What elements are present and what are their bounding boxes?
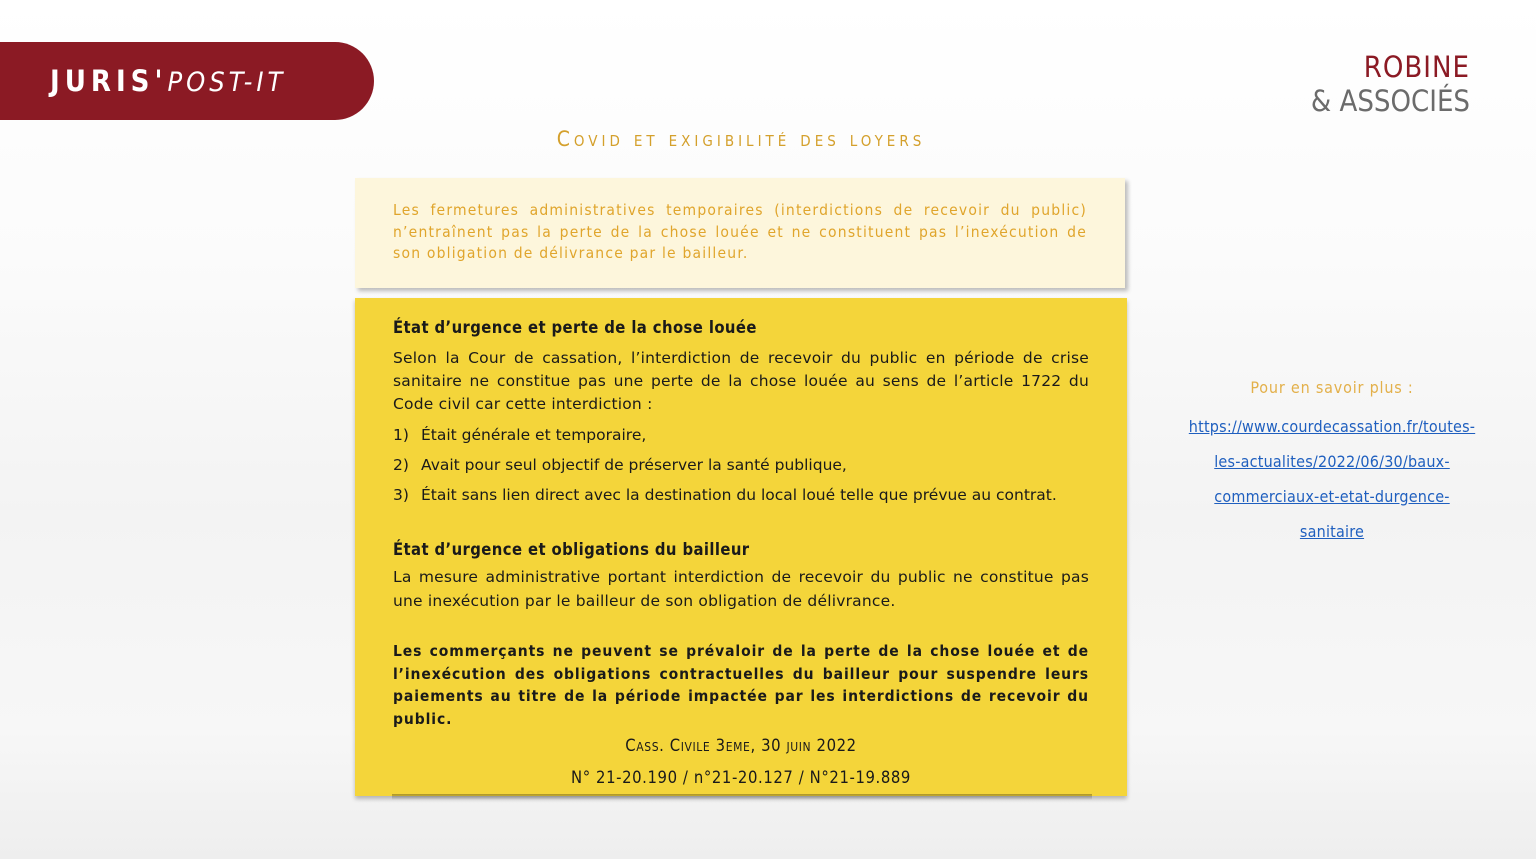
summary-box — [355, 178, 1125, 288]
main-card — [355, 298, 1127, 796]
source-link-line-3[interactable]: commerciaux-et-etat-durgence- — [1214, 487, 1450, 506]
banner-title-main: JURIS' — [50, 64, 168, 98]
citation-numbers: N° 21-20.190 / n°21-20.127 / N°21-19.889 — [571, 768, 911, 787]
summary-text: Les fermetures administratives temporaires (interdictions de recevoir du public) n’entraînent pas la perte de la chose louée et ne constituent pas l’inexécution de son obligation de délivrance par le bailleur. — [393, 201, 1087, 262]
section-1-paragraph: Selon la Cour de cassation, l’interdiction de recevoir du public en période de crise sanitaire ne constitue pas une perte de la chose louée au sens de l’article 1722 du Code civil car cette interdiction : — [393, 349, 1089, 413]
page-title: Covid et exigibilité des loyers — [556, 127, 926, 151]
list-item-text: Avait pour seul objectif de préserver la santé publique, — [421, 456, 847, 474]
banner-title-sub: POST-IT — [167, 67, 287, 98]
list-item-number: 1) — [393, 426, 409, 444]
learn-more-panel — [1178, 378, 1486, 549]
source-link-line-2[interactable]: les-actualites/2022/06/30/baux- — [1214, 452, 1450, 471]
list-item-number: 2) — [393, 456, 409, 474]
citation — [355, 730, 1127, 796]
banner-title — [50, 64, 286, 98]
criteria-list — [393, 420, 1089, 510]
section-2-paragraph: La mesure administrative portant interdiction de recevoir du public ne constitue pas une inexécution par le bailleur de son obligation de délivrance. — [393, 568, 1089, 610]
list-item — [393, 420, 1089, 450]
company-logo — [1311, 50, 1470, 118]
source-link-line-1[interactable]: https://www.courdecassation.fr/toutes- — [1188, 417, 1476, 436]
logo-line-1: ROBINE — [1363, 50, 1470, 84]
list-item — [393, 450, 1089, 480]
section-1-heading: État d’urgence et perte de la chose louée — [393, 318, 757, 337]
header-banner — [0, 42, 374, 120]
source-link-line-4[interactable]: sanitaire — [1299, 522, 1365, 541]
list-item — [393, 480, 1089, 510]
list-item-text: Était générale et temporaire, — [421, 426, 647, 444]
citation-court: Cass. Civile 3eme, 30 juin 2022 — [625, 736, 857, 755]
list-item-text: Était sans lien direct avec la destination du local loué telle que prévue au contrat. — [421, 486, 1057, 504]
learn-more-label: Pour en savoir plus : — [1250, 378, 1414, 397]
section-2-heading: État d’urgence et obligations du bailleur — [393, 540, 750, 559]
list-item-number: 3) — [393, 486, 409, 504]
card-shadow — [392, 794, 1092, 800]
logo-line-2: & ASSOCIÉS — [1310, 84, 1470, 118]
conclusion-text: Les commerçants ne peuvent se prévaloir de la perte de la chose louée et de l’inexécution des obligations contractuelles du bailleur pour suspendre leurs paiements au titre de la période impactée par les interdictions de recevoir du public. — [393, 642, 1089, 728]
